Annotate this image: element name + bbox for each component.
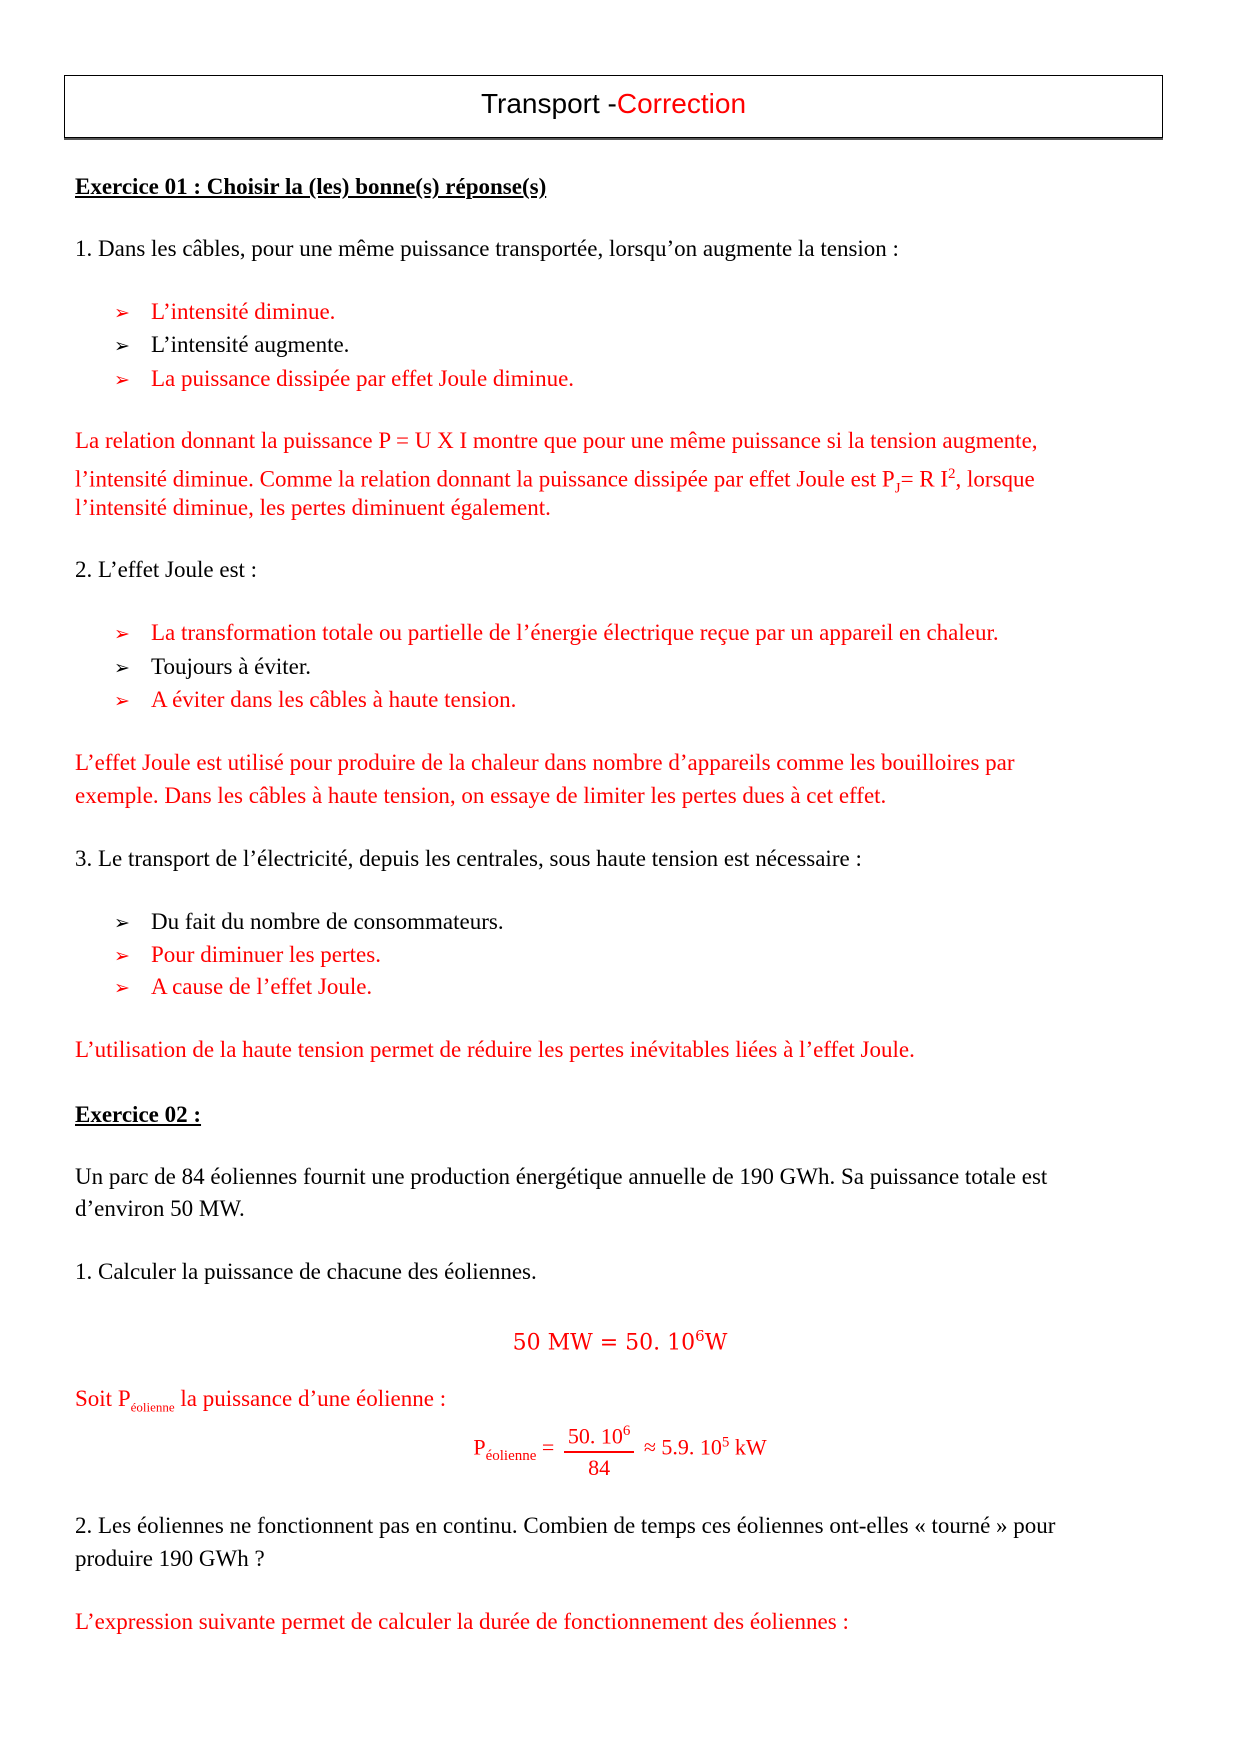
arrow-bullet-icon: ➢ bbox=[114, 624, 130, 645]
arrow-bullet-icon: ➢ bbox=[114, 691, 130, 712]
ex2-intro-line: d’environ 50 MW. bbox=[75, 1196, 245, 1221]
title-correction: Correction bbox=[616, 88, 747, 119]
option-text: L’intensité augmente. bbox=[151, 332, 350, 357]
arrow-bullet-icon: ➢ bbox=[114, 370, 130, 391]
answer-option bbox=[114, 650, 311, 686]
answer-option bbox=[114, 938, 381, 974]
ex2-q2-explanation: L’expression suivante permet de calculer la durée de fonctionnement des éoliennes : bbox=[75, 1609, 849, 1634]
answer-option bbox=[114, 970, 372, 1006]
page-title bbox=[65, 88, 1162, 120]
title-box bbox=[64, 75, 1163, 138]
answer-option bbox=[114, 295, 335, 331]
arrow-bullet-icon: ➢ bbox=[114, 978, 130, 999]
ex2-question-2-line: 2. Les éoliennes ne fonctionnent pas en continu. Combien de temps ces éoliennes ont-elles « tourné » pour bbox=[75, 1513, 1056, 1538]
arrow-bullet-icon: ➢ bbox=[114, 303, 130, 324]
option-text: La puissance dissipée par effet Joule diminue. bbox=[151, 366, 575, 391]
q1-explanation-line: l’intensité diminue. Comme la relation donnant la puissance dissipée par effet Joule est $P_J= R$ $I^2$, lorsque bbox=[75, 466, 1035, 497]
answer-option bbox=[114, 683, 516, 719]
arrow-bullet-icon: ➢ bbox=[114, 946, 130, 967]
answer-option bbox=[114, 616, 999, 652]
option-text: A cause de l’effet Joule. bbox=[151, 974, 373, 999]
q1-explanation-line: l’intensité diminue, les pertes diminuent également. bbox=[75, 495, 551, 520]
title-text: Transport - bbox=[480, 88, 617, 119]
q2-explanation-line: L’effet Joule est utilisé pour produire de la chaleur dans nombre d’appareils comme les bouilloires par bbox=[75, 750, 1015, 775]
answer-option bbox=[114, 328, 349, 364]
arrow-bullet-icon: ➢ bbox=[114, 336, 130, 357]
q3-explanation: L’utilisation de la haute tension permet de réduire les pertes inévitables liées à l’effet Joule. bbox=[75, 1037, 915, 1062]
option-text: Du fait du nombre de consommateurs. bbox=[151, 909, 504, 934]
option-text: A éviter dans les câbles à haute tension. bbox=[151, 687, 517, 712]
ex2-question-1: 1. Calculer la puissance de chacune des éoliennes. bbox=[75, 1259, 537, 1284]
arrow-bullet-icon: ➢ bbox=[114, 913, 130, 934]
soit-line: Soit $P_{éolienne}$ la puissance d’une éolienne : bbox=[75, 1386, 447, 1415]
option-text: Toujours à éviter. bbox=[151, 654, 311, 679]
exercise-2-heading: Exercice 02 : bbox=[75, 1102, 202, 1127]
q1-explanation-line: La relation donnant la puissance P = U X I montre que pour une même puissance si la tension augmente, bbox=[75, 428, 1038, 453]
answer-option bbox=[114, 362, 574, 398]
exercise-1-heading: Exercice 01 : Choisir la (les) bonne(s) réponse(s) bbox=[75, 174, 547, 199]
question-2: 2. L’effet Joule est : bbox=[75, 557, 258, 582]
q2-explanation-line: exemple. Dans les câbles à haute tension, on essaye de limiter les pertes dues à cet effet. bbox=[75, 783, 887, 808]
option-text: Pour diminuer les pertes. bbox=[151, 942, 381, 967]
answer-option bbox=[114, 905, 504, 941]
equation-power-conversion: 50 MW = 50. $10^6W$ bbox=[512, 1327, 728, 1356]
ex2-question-2-line: produire 190 GWh ? bbox=[75, 1546, 265, 1571]
fraction: $\frac{50. 10^6}{84}$ bbox=[564, 1416, 635, 1483]
question-3: 3. Le transport de l’électricité, depuis les centrales, sous haute tension est nécessaire : bbox=[75, 846, 862, 871]
question-1: 1. Dans les câbles, pour une même puissance transportée, lorsqu’on augmente la tension : bbox=[75, 236, 899, 261]
arrow-bullet-icon: ➢ bbox=[114, 658, 130, 679]
equation-power-per-turbine: $P_{éolienne}$ = $\frac{50. 10^6}{84}$ ≈ 5.9. $10^5$ kW bbox=[0, 1416, 1240, 1483]
ex2-intro-line: Un parc de 84 éoliennes fournit une production énergétique annuelle de 190 GWh. Sa puissance totale est bbox=[75, 1164, 1048, 1189]
option-text: La transformation totale ou partielle de l’énergie électrique reçue par un appareil en chaleur. bbox=[151, 620, 999, 645]
option-text: L’intensité diminue. bbox=[151, 299, 336, 324]
